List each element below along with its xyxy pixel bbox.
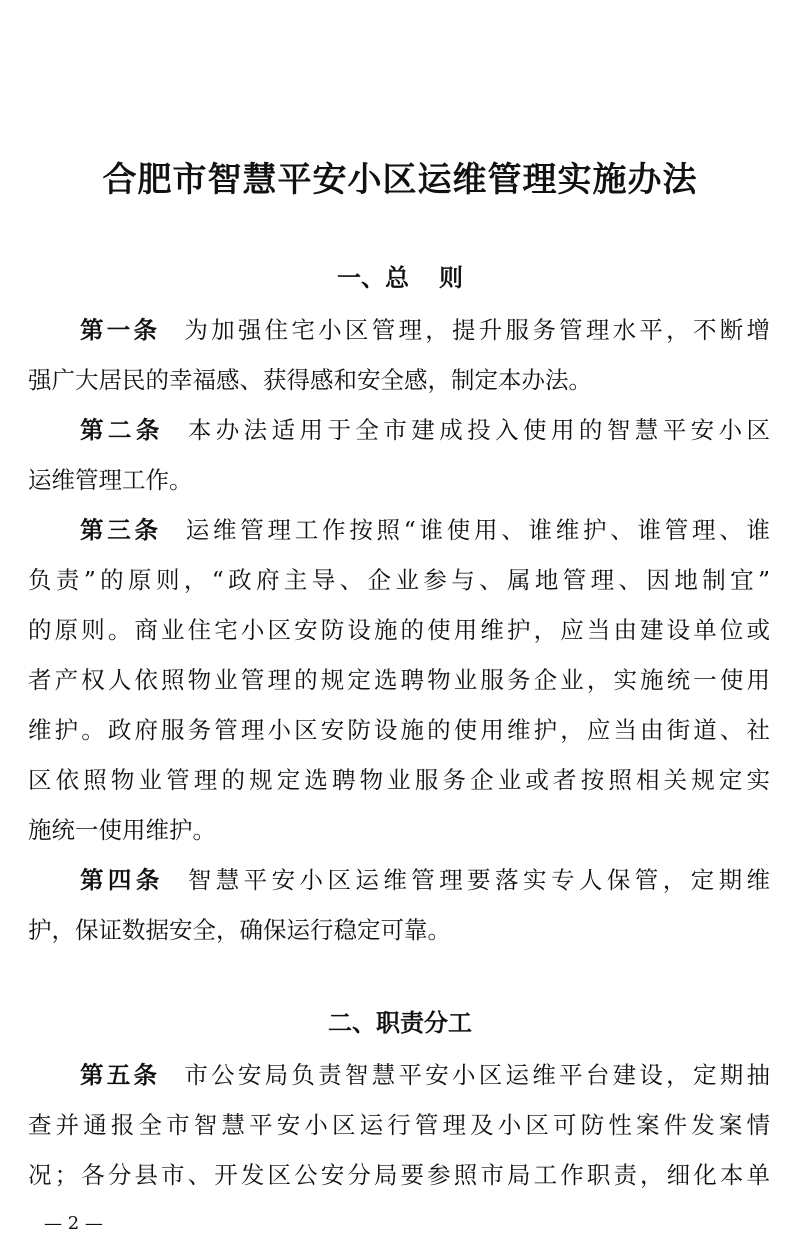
document-title: 合肥市智慧平安小区运维管理实施办法 — [102, 160, 698, 200]
article-number: 第四条 — [80, 866, 164, 894]
article-text-line: 维护。政府服务管理小区安防设施的使用维护，应当由街道、社 — [28, 716, 770, 744]
section-heading-general — [0, 258, 800, 298]
article-number: 第三条 — [80, 516, 162, 544]
article-text-line: 况；各分县市、开发区公安分局要参照市局工作职责，细化本单 — [28, 1161, 770, 1189]
article-number: 第五条 — [80, 1061, 161, 1089]
article-text-line: 智慧平安小区运维管理要落实专人保管，定期维 — [187, 866, 770, 894]
article-2 — [28, 405, 770, 505]
article-text-line: 区依照物业管理的规定选聘物业服务企业或者按照相关规定实 — [28, 766, 770, 794]
section-heading-number: 一、总 — [337, 263, 409, 292]
section-heading-responsibilities: 二、职责分工 — [328, 1008, 472, 1037]
article-text-line: 运维管理工作按照“谁使用、谁维护、谁管理、谁 — [185, 516, 770, 544]
article-5 — [28, 1050, 770, 1200]
article-text-line: 查并通报全市智慧平安小区运行管理及小区可防性案件发案情 — [28, 1111, 770, 1139]
article-text-line: 运维管理工作。 — [28, 466, 193, 494]
article-text-line: 本办法适用于全市建成投入使用的智慧平安小区 — [187, 416, 770, 444]
article-text-line: 者产权人依照物业管理的规定选聘物业服务企业，实施统一使用 — [28, 666, 770, 694]
page-number: — 2 — — [44, 1213, 103, 1234]
article-text-line: 为加强住宅小区管理，提升服务管理水平，不断增 — [184, 316, 770, 344]
article-text-line: 强广大居民的幸福感、获得感和安全感，制定本办法。 — [28, 366, 592, 394]
article-text-line: 施统一使用维护。 — [28, 816, 216, 844]
article-number: 第二条 — [80, 416, 164, 444]
article-number: 第一条 — [80, 316, 161, 344]
article-4 — [28, 855, 770, 955]
article-text-line: 负责”的原则，“政府主导、企业参与、属地管理、因地制宜” — [28, 566, 770, 594]
article-1 — [28, 305, 770, 405]
article-text-line: 护，保证数据安全，确保运行稳定可靠。 — [28, 916, 451, 944]
section-heading-text: 则 — [439, 263, 463, 292]
article-text-line: 市公安局负责智慧平安小区运维平台建设，定期抽 — [184, 1061, 770, 1089]
article-text-line: 的原则。商业住宅小区安防设施的使用维护，应当由建设单位或 — [28, 616, 770, 644]
article-3 — [28, 505, 770, 855]
